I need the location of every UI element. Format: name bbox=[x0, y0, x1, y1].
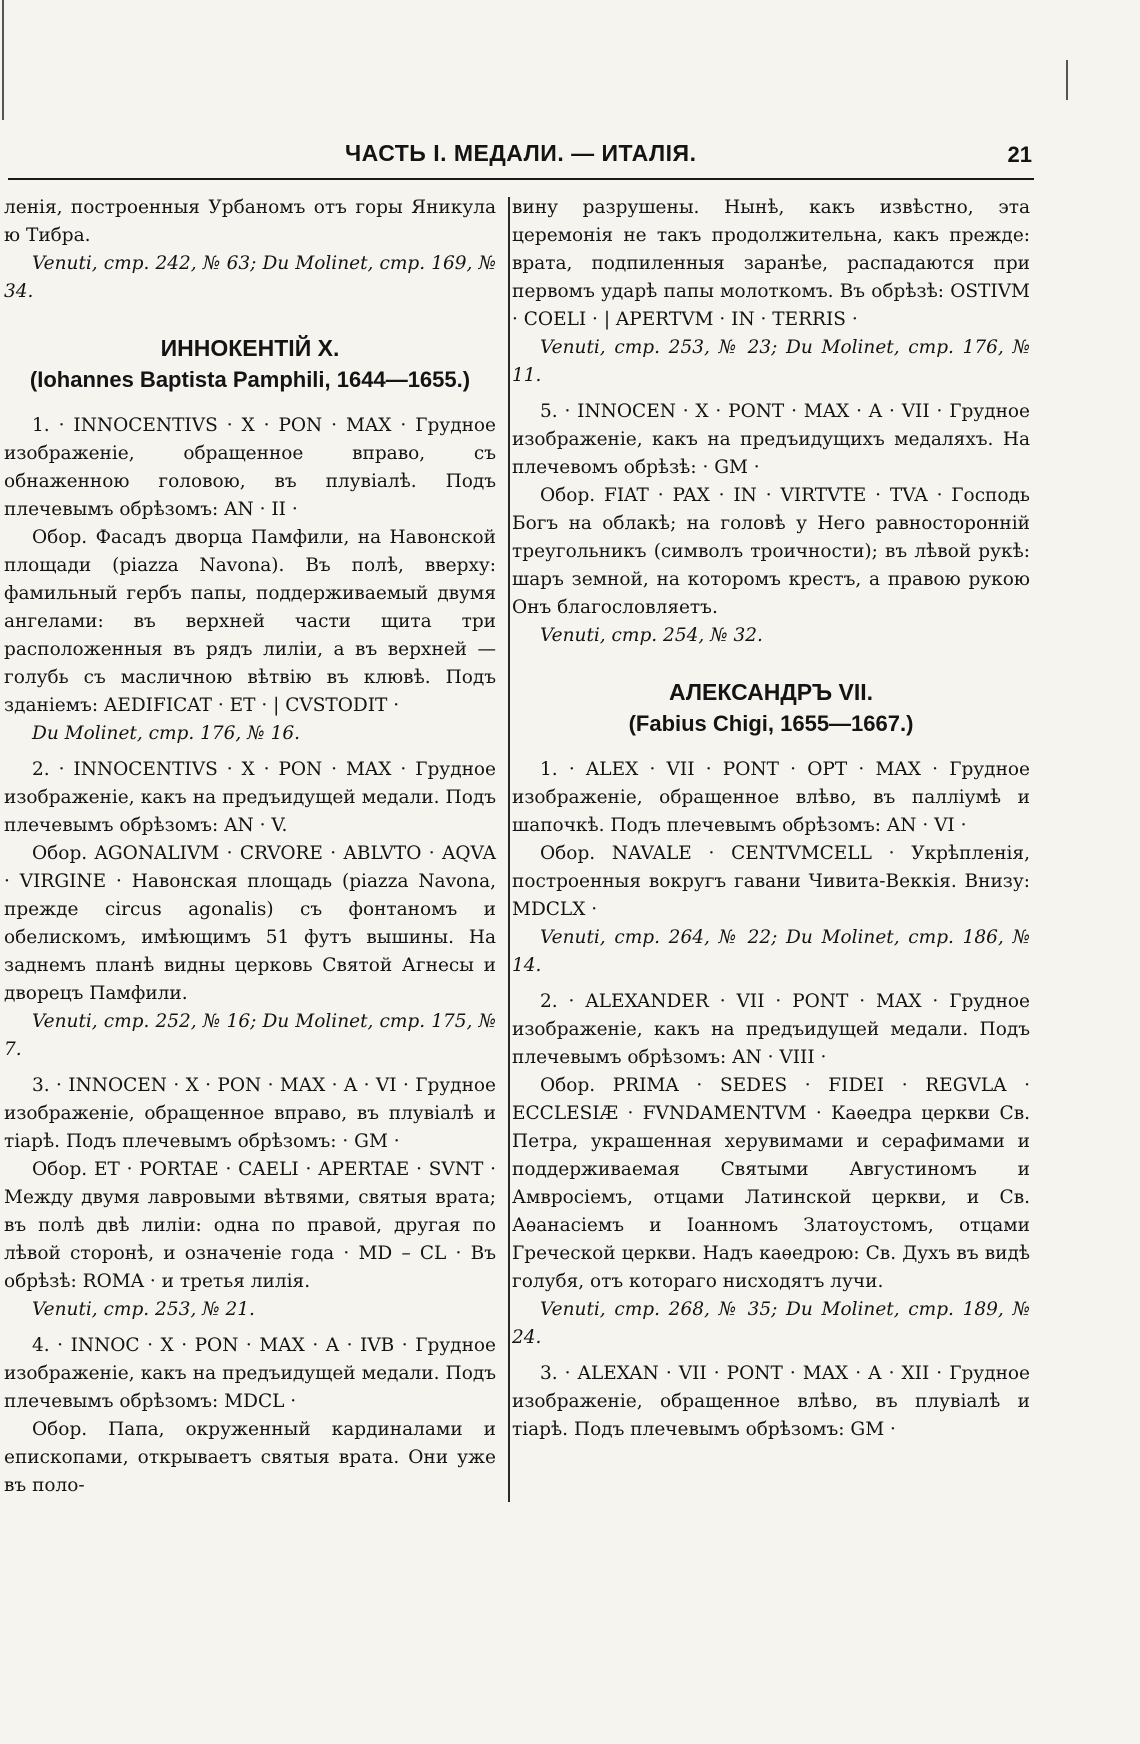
medal-reference: Venuti, стр. 252, № 16; Du Molinet, стр. 175, № 7. bbox=[4, 1011, 496, 1060]
medal-reference: Venuti, стр. 254, № 32. bbox=[540, 625, 763, 646]
medal-entry: 3. · ALEXAN · VII · PONT · MAX · A · XII · Грудное изображеніе, обращенное влѣво, въ плувіалѣ и тіарѣ. Подъ плечевымъ обрѣзомъ: GM · bbox=[512, 1363, 1030, 1440]
medal-reference: Venuti, стр. 253, № 21. bbox=[32, 1299, 255, 1320]
column-divider bbox=[508, 197, 510, 1502]
pope-subheading-alexander-vii: (Fabius Chigi, 1655—1667.) bbox=[628, 711, 914, 736]
medal-entry: 3. · INNOCEN · X · PON · MAX · A · VI · Грудное изображеніе, обращенное вправо, въ плувіалѣ и тіарѣ. Подъ плечевымъ обрѣзомъ: · GM · bbox=[4, 1075, 496, 1152]
medal-reverse: Обор. AGONALIVM · CRVORE · ABLVTO · AQVA · VIRGINE · Навонская площадь (piazza Navona, прежде circus agonalis) съ фонтаномъ и обелискомъ, имѣющимъ 51 футъ вышины. На заднемъ планѣ видны церковь Святой Агнесы и дворецъ Памфили. bbox=[4, 843, 496, 1004]
medal-entry: 1. · ALEX · VII · PONT · OPT · MAX · Грудное изображеніе, обращенное влѣво, въ палліумѣ и шапочкѣ. Подъ плечевымъ обрѣзомъ: AN · VI · bbox=[512, 759, 1030, 836]
page-number: 21 bbox=[1007, 142, 1032, 167]
scan-edge-mark bbox=[2, 0, 4, 120]
left-continuation-ref: Venuti, стр. 242, № 63; Du Molinet, стр. 169, № 34. bbox=[4, 253, 496, 302]
left-continuation: ленія, построенныя Урбаномъ отъ горы Яникула ю Тибра. bbox=[4, 197, 496, 246]
pope-subheading-innocent-x: (Iohannes Baptista Pamphili, 1644—1655.) bbox=[29, 367, 471, 392]
medal-reverse: Обор. ET · PORTAE · CAELI · APERTAE · SVNT · Между двумя лавровыми вѣтвями, святыя врата; въ полѣ двѣ лиліи: одна по правой, другая по лѣвой сторонѣ, и означеніе года · MD – CL · Въ обрѣзѣ: ROMA · и третья лилія. bbox=[4, 1159, 496, 1292]
running-head bbox=[0, 140, 1032, 180]
medal-entry: 2. · ALEXANDER · VII · PONT · MAX · Грудное изображеніе, какъ на предъидущей медали. Подъ плечевымъ обрѣзомъ: AN · VIII · bbox=[512, 991, 1030, 1068]
medal-reference: Du Molinet, стр. 176, № 16. bbox=[32, 723, 300, 744]
medal-entry: 4. · INNOC · X · PON · MAX · A · IVB · Грудное изображеніе, какъ на предъидущей медали. Подъ плечевымъ обрѣзомъ: MDCL · bbox=[4, 1335, 496, 1412]
right-continuation-ref: Venuti, стр. 253, № 23; Du Molinet, стр. 176, № 11. bbox=[512, 337, 1030, 386]
header-rule bbox=[8, 178, 1034, 180]
pope-heading-alexander-vii: АЛЕКСАНДРЪ VII. bbox=[669, 679, 873, 705]
medal-reverse: Обор. PRIMA · SEDES · FIDEI · REGVLA · ECCLESIÆ · FVNDAMENTVM · Каѳедра церкви Св. Петра, украшенная херувимами и серафимами и поддерживаемая Святыми Августиномъ и Амвросіемъ, отцами Латинской церкви, и Св. Аѳанасіемъ и Іоанномъ Златоустомъ, отцами Греческой церкви. Надъ каѳедрою: Св. Духъ въ видѣ голубя, отъ котораго нисходятъ лучи. bbox=[512, 1075, 1030, 1292]
right-column bbox=[512, 194, 1030, 1444]
medal-reverse: Обор. NAVALE · CENTVMCELL · Укрѣпленія, построенныя вокругъ гавани Чивита-Веккія. Внизу: MDCLX · bbox=[512, 843, 1030, 920]
medal-entry: 5. · INNOCEN · X · PONT · MAX · A · VII · Грудное изображеніе, какъ на предъидущихъ медаляхъ. На плечевомъ обрѣзѣ: · GM · bbox=[512, 401, 1030, 478]
medal-reverse: Обор. Папа, окруженный кардиналами и епископами, открываетъ святыя врата. Они уже въ поло- bbox=[4, 1419, 496, 1496]
scan-edge-mark bbox=[1066, 60, 1068, 100]
medal-reverse: Обор. FIAT · PAX · IN · VIRTVTE · TVA · Господь Богъ на облакѣ; на головѣ у Него равносторонній треугольникъ (символъ троичности); въ лѣвой рукѣ: шаръ земной, на которомъ крестъ, а правою рукою Онъ благословляетъ. bbox=[512, 485, 1030, 618]
left-column bbox=[4, 194, 496, 1500]
medal-reference: Venuti, стр. 264, № 22; Du Molinet, стр. 186, № 14. bbox=[512, 927, 1030, 976]
medal-entry: 1. · INNOCENTIVS · X · PON · MAX · Грудное изображеніе, обращенное вправо, съ обнаженною головою, въ плувіалѣ. Подъ плечевымъ обрѣзомъ: AN · II · bbox=[4, 415, 496, 520]
running-title: ЧАСТЬ I. МЕДАЛИ. — ИТАЛІЯ. bbox=[345, 140, 697, 166]
medal-reverse: Обор. Фасадъ дворца Памфили, на Навонской площади (piazza Navona). Въ полѣ, вверху: фамильный гербъ папы, поддерживаемый двумя ангелами: въ верхней части щита три расположенныя въ рядъ лиліи, а въ верхней — голубь съ масличною вѣтвію въ клювѣ. Подъ зданіемъ: AEDIFICAT · ET · | CVSTODIT · bbox=[4, 527, 496, 716]
pope-heading-innocent-x: ИННОКЕНТІЙ X. bbox=[160, 335, 340, 361]
medal-reference: Venuti, стр. 268, № 35; Du Molinet, стр. 189, № 24. bbox=[512, 1299, 1030, 1348]
right-continuation: вину разрушены. Нынѣ, какъ извѣстно, эта церемонія не такъ продолжительна, какъ прежде: врата, подпиленныя заранѣе, распадаются при первомъ ударѣ папы молоткомъ. Въ обрѣзѣ: OSTIVM · COELI · | APERTVM · IN · TERRIS · bbox=[512, 197, 1030, 330]
medal-entry: 2. · INNOCENTIVS · X · PON · MAX · Грудное изображеніе, какъ на предъидущей медали. Подъ плечевымъ обрѣзомъ: AN · V. bbox=[4, 759, 496, 836]
